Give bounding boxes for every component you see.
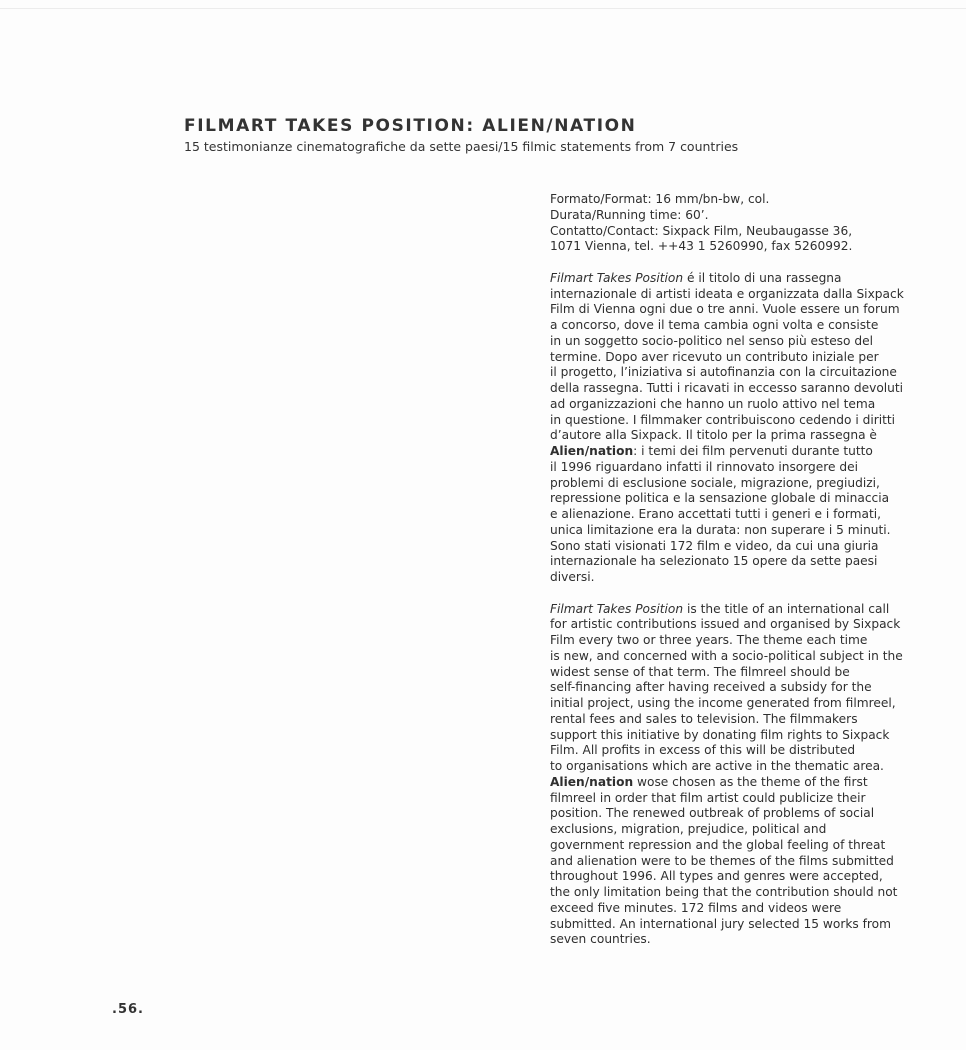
- text-line: [550, 491, 900, 507]
- line-text: filmreel in order that film artist could publicize their: [550, 790, 866, 805]
- line-text: Film every two or three years. The theme each time: [550, 633, 868, 647]
- page-title: FILMART TAKES POSITION: ALIEN/NATION: [184, 116, 637, 136]
- text-line: [550, 617, 900, 633]
- text-line: [550, 696, 900, 712]
- text-line: [550, 476, 900, 492]
- page-subtitle: 15 testimonianze cinematografiche da sette paesi/15 filmic statements from 7 countries: [184, 139, 739, 154]
- line-text: submitted. An international jury selected 15 works from: [550, 916, 891, 931]
- line-text: government repression and the global feeling of threat: [550, 837, 886, 852]
- bold-title: Alien/nation: [550, 444, 634, 458]
- text-line: [550, 806, 900, 822]
- info-line: 1071 Vienna, tel. ++43 1 5260990, fax 5260992.: [550, 239, 853, 254]
- text-line: [550, 728, 900, 744]
- text-line: [550, 602, 900, 618]
- line-text: and alienation were to be themes of the films submitted: [550, 853, 894, 868]
- text-line: [550, 365, 900, 381]
- text-line: [550, 350, 900, 366]
- line-text: self-financing after having received a subsidy for the: [550, 680, 872, 695]
- text-line: [550, 523, 900, 539]
- line-text: for artistic contributions issued and organised by Sixpack: [550, 617, 901, 632]
- line-text: seven countries.: [550, 932, 651, 947]
- line-text: position. The renewed outbreak of problems of social: [550, 806, 875, 821]
- italian-paragraph: [550, 270, 904, 586]
- line-text: in questione. I filmmaker contribuiscono cedendo i diritti: [550, 412, 896, 427]
- line-text: é il titolo di una rassegna: [683, 270, 842, 285]
- text-line: [550, 665, 900, 681]
- italic-title: Filmart Takes Position: [550, 270, 684, 285]
- text-line: [550, 838, 900, 854]
- line-text: unica limitazione era la durata: non superare i 5 minuti.: [550, 522, 891, 537]
- line-text: internazionale di artisti ideata e organizzata dalla Sixpack: [550, 286, 904, 301]
- line-text: rental fees and sales to television. The filmmakers: [550, 711, 858, 726]
- info-line: Durata/Running time: 60’.: [550, 207, 709, 222]
- italic-title: Filmart Takes Position: [550, 601, 684, 616]
- bold-title: Alien/nation: [550, 774, 634, 789]
- line-text: widest sense of that term. The filmreel should be: [550, 664, 850, 679]
- line-text: : i temi dei film pervenuti durante tutto: [633, 444, 873, 458]
- technical-info-block: [550, 192, 900, 255]
- text-line: [550, 554, 900, 570]
- text-line: [550, 759, 900, 775]
- text-line: [550, 822, 900, 838]
- line-text: exclusions, migration, prejudice, political and: [550, 822, 827, 836]
- text-line: [550, 648, 903, 665]
- line-text: exceed five minutes. 172 films and videos were: [550, 900, 842, 915]
- text-line: [550, 932, 900, 948]
- line-text: to organisations which are active in the thematic area.: [550, 759, 884, 773]
- text-line: [550, 633, 900, 649]
- line-text: is the title of an international call: [683, 601, 890, 616]
- english-paragraph: [550, 601, 903, 949]
- line-text: il 1996 riguardano infatti il rinnovato insorgere dei: [550, 459, 859, 474]
- line-text: Film di Vienna ogni due o tre anni. Vuole essere un forum: [550, 302, 900, 317]
- line-text: is new, and concerned with a socio-political subject in the: [550, 648, 903, 663]
- text-line: [550, 460, 900, 476]
- text-column: [550, 192, 904, 964]
- text-line: [550, 854, 900, 870]
- text-line: [550, 869, 900, 885]
- text-line: [550, 428, 900, 444]
- page-number: .56.: [112, 1002, 144, 1017]
- text-line: [550, 413, 900, 429]
- line-text: in un soggetto socio-politico nel senso più esteso del: [550, 333, 873, 348]
- line-text: Sono stati visionati 172 film e video, da cui una giuria: [550, 538, 879, 553]
- text-line: [550, 791, 900, 807]
- text-line: [550, 917, 900, 933]
- line-text: e alienazione. Erano accettati tutti i generi e i formati,: [550, 507, 882, 521]
- text-line: [550, 286, 904, 303]
- text-line: [550, 334, 900, 350]
- line-text: wose chosen as the theme of the first: [633, 774, 868, 789]
- text-line: [550, 444, 900, 460]
- line-text: a concorso, dove il tema cambia ogni volta e consiste: [550, 318, 879, 332]
- line-text: diversi.: [550, 570, 595, 584]
- line-text: ad organizzazioni che hanno un ruolo attivo nel tema: [550, 396, 876, 411]
- line-text: throughout 1996. All types and genres were accepted,: [550, 869, 883, 884]
- text-line: [550, 885, 900, 901]
- line-text: Film. All profits in excess of this will be distributed: [550, 743, 856, 758]
- line-text: repressione politica e la sensazione globale di minaccia: [550, 491, 890, 506]
- text-line: [550, 271, 900, 287]
- text-line: [550, 381, 904, 397]
- line-text: the only limitation being that the contribution should not: [550, 885, 898, 899]
- line-text: internazionale ha selezionato 15 opere da sette paesi: [550, 554, 878, 569]
- text-line: [550, 570, 900, 586]
- text-line: [550, 397, 900, 413]
- info-line: Contatto/Contact: Sixpack Film, Neubaugasse 36,: [550, 223, 853, 238]
- text-line: [550, 712, 900, 728]
- line-text: initial project, using the income generated from filmreel,: [550, 696, 896, 710]
- info-line: Formato/Format: 16 mm/bn-bw, col.: [550, 192, 770, 206]
- text-line: [550, 901, 900, 917]
- text-line: [550, 539, 900, 555]
- line-text: della rassegna. Tutti i ricavati in eccesso saranno devoluti: [550, 381, 904, 395]
- top-edge-rule: [0, 8, 966, 9]
- text-line: [550, 743, 900, 759]
- line-text: d’autore alla Sixpack. Il titolo per la prima rassegna è: [550, 428, 877, 443]
- line-text: termine. Dopo aver ricevuto un contributo iniziale per: [550, 349, 879, 364]
- text-line: [550, 302, 900, 318]
- text-line: [550, 775, 900, 791]
- text-line: [550, 507, 900, 523]
- line-text: support this initiative by donating film rights to Sixpack: [550, 727, 890, 742]
- text-line: [550, 680, 900, 696]
- text-line: [550, 318, 900, 334]
- line-text: il progetto, l’iniziativa si autofinanzia con la circuitazione: [550, 365, 897, 380]
- line-text: problemi di esclusione sociale, migrazione, pregiudizi,: [550, 475, 880, 490]
